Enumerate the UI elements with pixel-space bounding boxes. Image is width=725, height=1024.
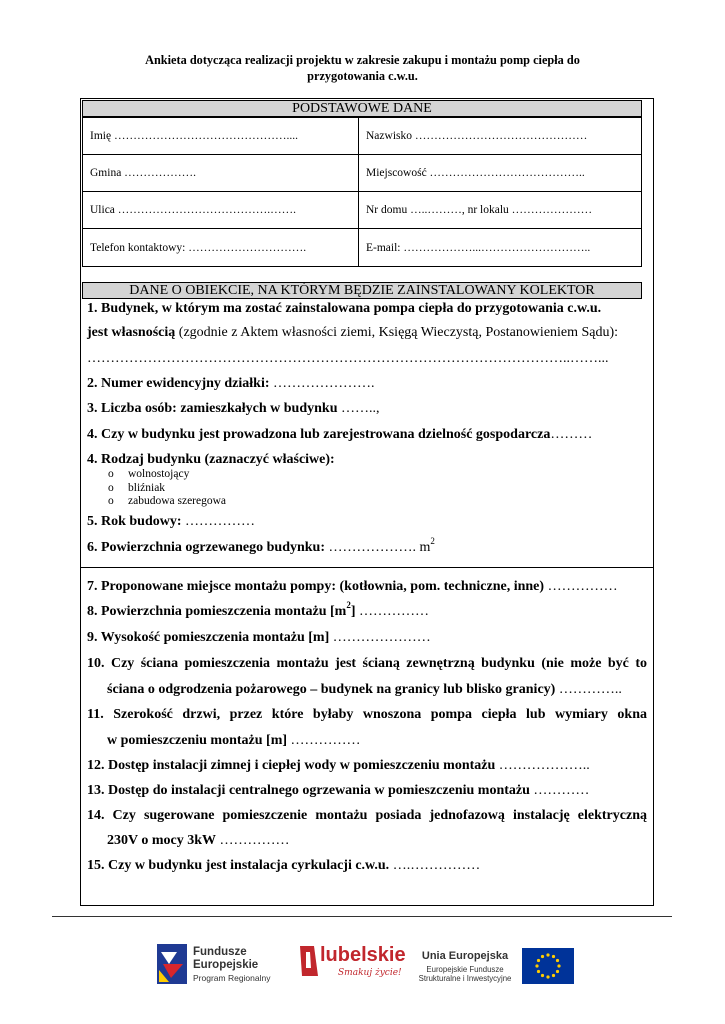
question-14-line-2: 230V o mocy 3kW …………… xyxy=(107,833,290,848)
lubelskie-name: lubelskie xyxy=(320,944,406,966)
ue-sub-2: Strukturalne i Inwestycyjne xyxy=(418,974,512,983)
eu-flag-icon xyxy=(522,948,574,984)
footer-divider xyxy=(52,916,672,917)
question-11-answer[interactable]: …………… xyxy=(287,733,361,748)
question-10-line-2: ściana o odgrodzenia pożarowego – budynek na granicy lub blisko granicy) ………….. xyxy=(107,682,622,697)
question-10-line-1: 10. Czy ściana pomieszczenia montażu jest ścianą zewnętrzną budynku (nie może być to xyxy=(87,656,647,671)
question-14-answer[interactable]: …………… xyxy=(216,833,290,848)
fe-subtitle: Program Regionalny xyxy=(193,973,271,983)
question-4-business: 4. Czy w budynku jest prowadzona lub zarejestrowana dzielność gospodarcza……… xyxy=(87,427,593,442)
question-4-business-answer[interactable]: ……… xyxy=(550,427,593,442)
option-label: zabudowa szeregowa xyxy=(128,495,227,507)
question-7: 7. Proponowane miejsce montażu pompy: (kotłownia, pom. techniczne, inne) …………… xyxy=(87,579,618,594)
question-2-answer[interactable]: …………………. xyxy=(269,376,375,391)
question-5-answer[interactable]: …………… xyxy=(181,514,256,529)
question-3-answer[interactable]: …….., xyxy=(337,401,380,416)
basic-data-table xyxy=(82,117,642,267)
question-3: 3. Liczba osób: zamieszkałych w budynku …….., xyxy=(87,401,380,416)
question-11-line-2: w pomieszczeniu montażu [m] …………… xyxy=(107,733,361,748)
first-name-field[interactable]: Imię ……………………………………….... xyxy=(83,118,359,155)
phone-field[interactable]: Telefon kontaktowy: …………………………. xyxy=(83,229,359,267)
superscript: 2 xyxy=(430,536,435,546)
last-name-field[interactable]: Nazwisko ……………………………………… xyxy=(359,118,642,155)
option-checkbox[interactable]: o xyxy=(108,481,114,494)
lubelskie-slogan: Smakuj życie! xyxy=(338,968,402,978)
town-field[interactable]: Miejscowość ………………………………….. xyxy=(359,155,642,192)
fundusze-europejskie-logo xyxy=(155,940,275,988)
street-field[interactable]: Ulica ………………………………….……. xyxy=(83,192,359,229)
house-number-field[interactable]: Nr domu …..………, nr lokalu ………………… xyxy=(359,192,642,229)
option-checkbox[interactable]: o xyxy=(108,468,114,480)
section-header-object-data: DANE O OBIEKCIE, NA KTÓRYM BĘDZIE ZAINSTALOWANY KOLEKTOR xyxy=(82,282,642,299)
question-1-line-2: jest własnością (zgodnie z Aktem własności ziemi, Księgą Wieczystą, Postanowieniem Sądu): xyxy=(87,325,619,340)
section-header-basic-data: PODSTAWOWE DANE xyxy=(82,100,642,117)
question-1-line-1: 1. Budynek, w którym ma zostać zainstalowana pompa ciepła do przygotowania c.w.u. xyxy=(87,301,602,316)
fe-star-icon xyxy=(155,942,189,986)
question-1-answer-line[interactable]: …………………………………………………………………………………………..……... xyxy=(87,351,609,366)
question-12-answer[interactable]: ……………….. xyxy=(495,758,590,773)
fe-line-1: Fundusze xyxy=(193,946,247,958)
question-7-answer[interactable]: …………… xyxy=(544,579,618,594)
title-line-1: Ankieta dotycząca realizacji projektu w zakresie zakupu i montażu pomp ciepła do xyxy=(145,53,580,67)
question-15-answer[interactable]: ….…………… xyxy=(389,858,481,873)
question-2: 2. Numer ewidencyjny działki: …………………. xyxy=(87,376,375,391)
question-8: 8. Powierzchnia pomieszczenia montażu $[m^2]$ …………… xyxy=(87,600,430,619)
question-13-answer[interactable]: ………… xyxy=(529,783,590,798)
question-4-building-type: 4. Rodzaj budynku (zaznaczyć właściwe): xyxy=(87,452,335,467)
document-title xyxy=(100,52,625,84)
question-10-answer[interactable]: ………….. xyxy=(555,682,622,697)
ue-sub-1: Europejskie Fundusze xyxy=(426,965,504,974)
option-checkbox[interactable]: o xyxy=(108,495,114,507)
option-label: wolnostojący xyxy=(128,468,190,480)
question-11-line-1: 11. Szerokość drzwi, przez które byłaby wnoszona pompa ciepła lub wymiary okna xyxy=(87,707,647,722)
question-8-answer[interactable]: …………… xyxy=(355,604,430,619)
section-divider xyxy=(80,567,654,568)
lubelskie-logo xyxy=(298,940,406,988)
fe-line-2: Europejskie xyxy=(193,959,259,971)
question-15: 15. Czy w budynku jest instalacja cyrkulacji c.w.u. ….…………… xyxy=(87,858,481,873)
question-14-line-1: 14. Czy sugerowane pomieszczenie montażu posiada jednofazową instalację elektryczną xyxy=(87,808,647,823)
question-9-answer[interactable]: ………………… xyxy=(329,630,431,645)
lubelskie-mark-icon xyxy=(298,944,320,978)
question-13: 13. Dostęp do instalacji centralnego ogrzewania w pomieszczeniu montażu ………… xyxy=(87,783,590,798)
question-6-answer[interactable]: ………………. m xyxy=(325,540,431,555)
question-5: 5. Rok budowy: …………… xyxy=(87,514,256,529)
option-label: bliźniak xyxy=(128,481,166,494)
email-field[interactable]: E-mail: ………………...……………………….. xyxy=(359,229,642,267)
title-line-2: przygotowania c.w.u. xyxy=(307,69,418,83)
question-9: 9. Wysokość pomieszczenia montażu [m] ………………… xyxy=(87,630,431,645)
ue-name: Unia Europejska xyxy=(421,950,509,962)
question-12: 12. Dostęp instalacji zimnej i ciepłej wody w pomieszczeniu montażu ……………….. xyxy=(87,758,590,773)
municipality-field[interactable]: Gmina ………………. xyxy=(83,155,359,192)
unia-europejska-logo xyxy=(410,940,575,988)
question-6: 6. Powierzchnia ogrzewanego budynku: ………………. $m^2$ xyxy=(87,536,435,555)
